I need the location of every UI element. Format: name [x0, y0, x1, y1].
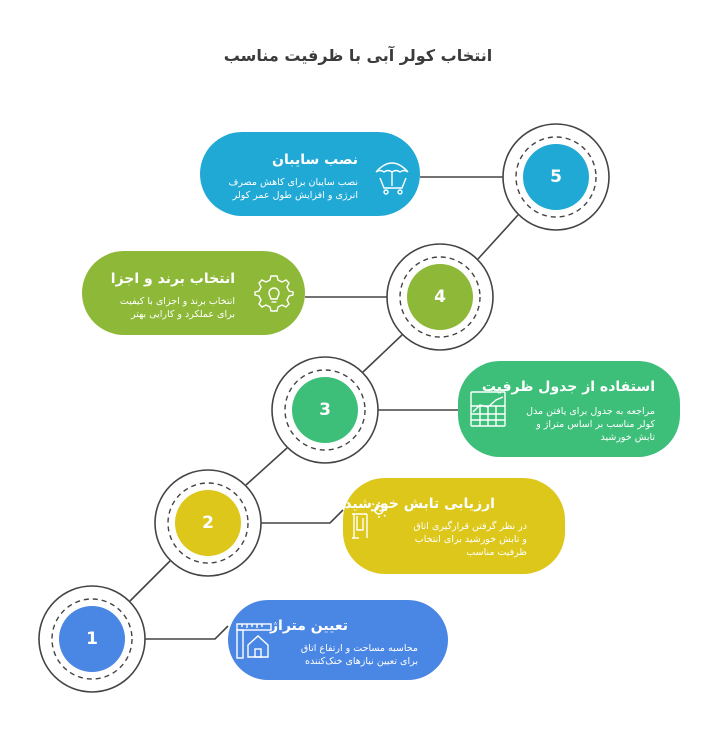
table-chart-icon — [468, 389, 508, 429]
sun-window-icon — [349, 500, 389, 540]
step-desc-4: انتخاب برند و اجزای با کیفیت برای عملکرد و کارایی بهتر — [119, 296, 235, 320]
connector-card-2 — [261, 510, 343, 523]
step-desc-2: در نظر گرفتن قرارگیری اتاق و تابش خورشید برای انتخاب ظرفیت مناسب — [413, 521, 527, 558]
step-number-1: 1 — [86, 629, 98, 649]
step-card-5 — [200, 132, 420, 216]
step-circle-1 — [59, 606, 125, 672]
umbrella-cart-icon — [372, 156, 412, 196]
step-title-1: تعیین متراژ — [269, 618, 348, 634]
step-title-5: نصب سایبان — [272, 152, 358, 168]
step-title-2: ارزیابی تابش خورشید — [344, 496, 495, 512]
connector-4-5 — [478, 215, 518, 259]
gear-bulb-icon — [254, 273, 294, 313]
step-number-2: 2 — [202, 513, 214, 533]
diagram-title: انتخاب کولر آبی با ظرفیت مناسب — [223, 46, 493, 65]
step-number-4: 4 — [434, 287, 446, 307]
step-desc-1: محاسبه مساحت و ارتفاع اتاق برای تعیین نیازهای خنک‌کننده — [300, 643, 418, 667]
step-card-4 — [82, 251, 305, 335]
step-circle-2 — [175, 490, 241, 556]
connector-1-2 — [130, 561, 170, 601]
step-circle-4 — [407, 264, 473, 330]
step-card-3 — [458, 361, 680, 457]
ruler-house-icon — [234, 621, 274, 661]
step-number-5: 5 — [550, 167, 562, 187]
step-card-2 — [343, 478, 565, 574]
connector-card-1 — [145, 626, 228, 639]
step-card-1 — [228, 600, 448, 680]
step-desc-5: نصب سایبان برای کاهش مصرف انرژی و افزایش طول عمر کولر — [228, 177, 358, 201]
step-title-3: استفاده از جدول ظرفیت — [481, 379, 655, 395]
step-circle-5 — [523, 144, 589, 210]
connector-2-3 — [246, 448, 287, 485]
step-number-3: 3 — [319, 400, 331, 420]
step-title-4: انتخاب برند و اجزا — [110, 271, 235, 287]
step-desc-3: مراجعه به جدول برای یافتن مدل کولر مناسب بر اساس متراژ و تابش خورشید — [526, 406, 655, 443]
connector-3-4 — [363, 335, 402, 372]
step-circle-3 — [292, 377, 358, 443]
